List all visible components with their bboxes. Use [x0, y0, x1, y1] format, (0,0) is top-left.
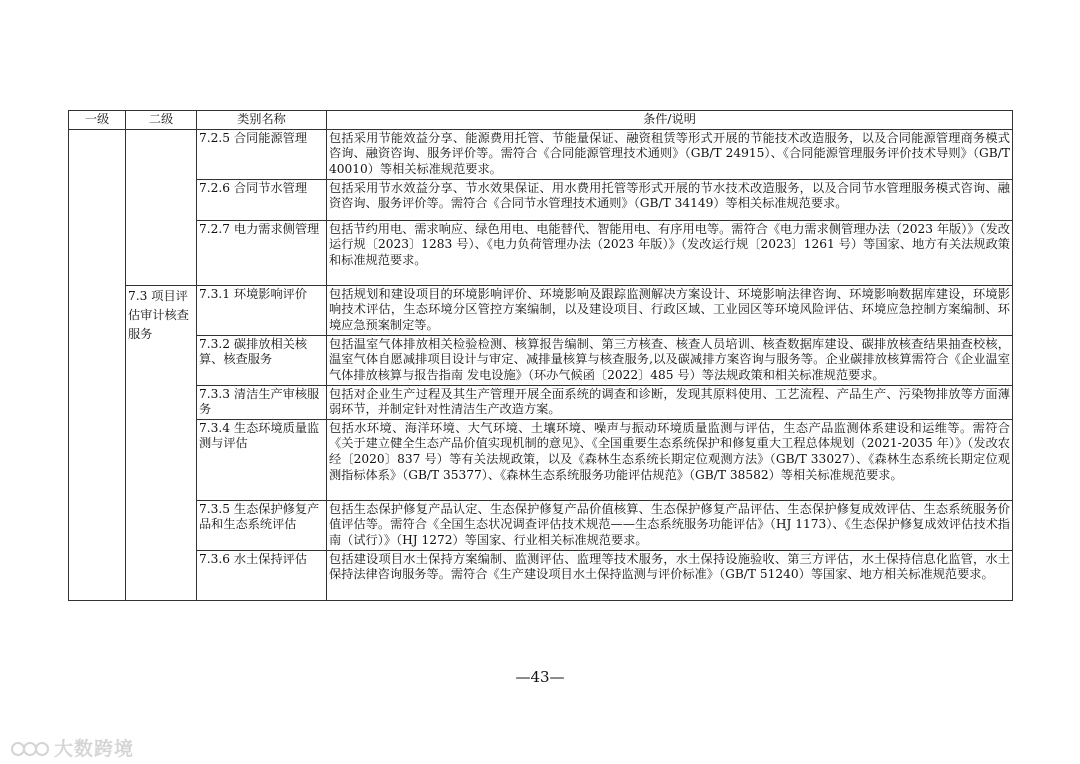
table-row	[69, 129, 1013, 179]
watermark	[10, 734, 134, 761]
category-label: 7.3.3 清洁生产审核服务	[199, 386, 320, 417]
level2-cell	[126, 129, 197, 285]
header-level2: 二级	[126, 111, 197, 130]
category-label: 7.3.5 生态保护修复产品和生态系统评估	[199, 501, 320, 532]
category-cell	[197, 500, 327, 550]
category-cell	[197, 285, 327, 335]
category-label: 7.3.2 碳排放相关核算、核查服务	[199, 336, 308, 367]
description-cell: 包括对企业生产过程及其生产管理开展全面系统的调查和诊断，发现其原料使用、工艺流程、产品生产、污染物排放等方面薄弱环节，并制定针对性清洁生产改造方案。	[327, 385, 1013, 419]
description-cell: 包括采用节水效益分享、节水效果保证、用水费用托管等形式开展的节水技术改造服务，以及合同节水管理服务模式咨询、融资咨询、服务评价等。需符合《合同节水管理技术通则》（GB/T 34149）等相关标准规范要求。	[327, 179, 1013, 220]
level1-cell	[69, 129, 126, 600]
category-label: 7.3.4 生态环境质量监测与评估	[199, 420, 320, 451]
page-number: —43—	[515, 668, 565, 686]
classification-table	[68, 110, 1013, 601]
description-cell: 包括采用节能效益分享、能源费用托管、节能量保证、融资租赁等形式开展的节能技术改造服务，以及合同能源管理商务模式咨询、融资咨询、服务评价等。需符合《合同能源管理技术通则》（GB/T 24915）、《合同能源管理服务评价技术导则》（GB/T 40010）等相关标准规范要求。	[327, 129, 1013, 179]
table-row	[69, 335, 1013, 385]
category-cell	[197, 419, 327, 500]
description-cell: 包括建设项目水土保持方案编制、监测评估、监理等技术服务，水土保持设施验收、第三方评估，水土保持信息化监管，水土保持法律咨询服务等。需符合《生产建设项目水土保持监测与评价标准》（GB/T 51240）等国家、地方相关标准规范要求。	[327, 550, 1013, 600]
table-row	[69, 419, 1013, 500]
category-label: 7.2.5 合同能源管理	[199, 130, 308, 145]
header-conditions: 条件/说明	[327, 111, 1013, 130]
category-label: 7.2.6 合同节水管理	[199, 180, 308, 195]
table-row	[69, 550, 1013, 600]
table-row	[69, 500, 1013, 550]
category-label: 7.2.7 电力需求侧管理	[199, 221, 320, 236]
table-header-row	[69, 111, 1013, 130]
category-cell	[197, 220, 327, 285]
description-cell: 包括节约用电、需求响应、绿色用电、电能替代、智能用电、有序用电等。需符合《电力需求侧管理办法（2023 年版）》（发改运行规〔2023〕1283 号）、《电力负荷管理办法（2023 年版）》（发改运行规〔2023〕1261 号）等国家、地方有关法规政策和标准规范要求。	[327, 220, 1013, 285]
description-cell: 包括水环境、海洋环境、大气环境、土壤环境、噪声与振动环境质量监测与评估，生态产品监测体系建设和运维等。需符合《关于建立健全生态产品价值实现机制的意见》、《全国重要生态系统保护和修复重大工程总体规划（2021-2035 年）》（发改农经〔2020〕837 号）等有关法规政策，以及《森林生态系统长期定位观测方法》（GB/T 33027）、《森林生态系统长期定位观测指标体系》（GB/T 35377）、《森林生态系统服务功能评估规范》（GB/T 38582）等相关标准规范要求。	[327, 419, 1013, 500]
table-row	[69, 285, 1013, 335]
category-cell	[197, 179, 327, 220]
category-cell	[197, 335, 327, 385]
category-cell	[197, 550, 327, 600]
description-cell: 包括温室气体排放相关检验检测、核算报告编制、第三方核查、核查人员培训、核查数据库建设、碳排放核查结果抽查校核，温室气体自愿减排项目设计与审定、减排量核算与核查服务,以及碳减排方案咨询与服务等。企业碳排放核算需符合《企业温室气体排放核算与报告指南 发电设施》（环办气候函〔2022〕485 号）等法规政策和相关标准规范要求。	[327, 335, 1013, 385]
watermark-logo-icon	[10, 739, 50, 759]
category-label: 7.3.6 水土保持评估	[199, 551, 308, 566]
table-row	[69, 220, 1013, 285]
table-row	[69, 385, 1013, 419]
category-cell	[197, 129, 327, 179]
header-category: 类别名称	[197, 111, 327, 130]
description-cell: 包括规划和建设项目的环境影响评价、环境影响及跟踪监测解决方案设计、环境影响法律咨询、环境影响数据库建设，环境影响技术评估，生态环境分区管控方案编制，以及建设项目、行政区域、工业园区等环境风险评估、环境应急控制方案编制、环境应急预案制定等。	[327, 285, 1013, 335]
table-row	[69, 179, 1013, 220]
category-cell	[197, 385, 327, 419]
description-cell: 包括生态保护修复产品认定、生态保护修复产品价值核算、生态保护修复产品评估、生态保护修复成效评估、生态系统服务价值评估等。需符合《全国生态状况调查评估技术规范——生态系统服务功能评估》（HJ 1173）、《生态保护修复成效评估技术指南（试行）》（HJ 1272）等国家、行业相关标准规范要求。	[327, 500, 1013, 550]
category-label: 7.3.1 环境影响评价	[199, 286, 308, 301]
level2-cell: 7.3 项目评估审计核查服务	[126, 285, 197, 600]
header-level1: 一级	[69, 111, 126, 130]
watermark-text: 大数跨境	[54, 738, 135, 760]
